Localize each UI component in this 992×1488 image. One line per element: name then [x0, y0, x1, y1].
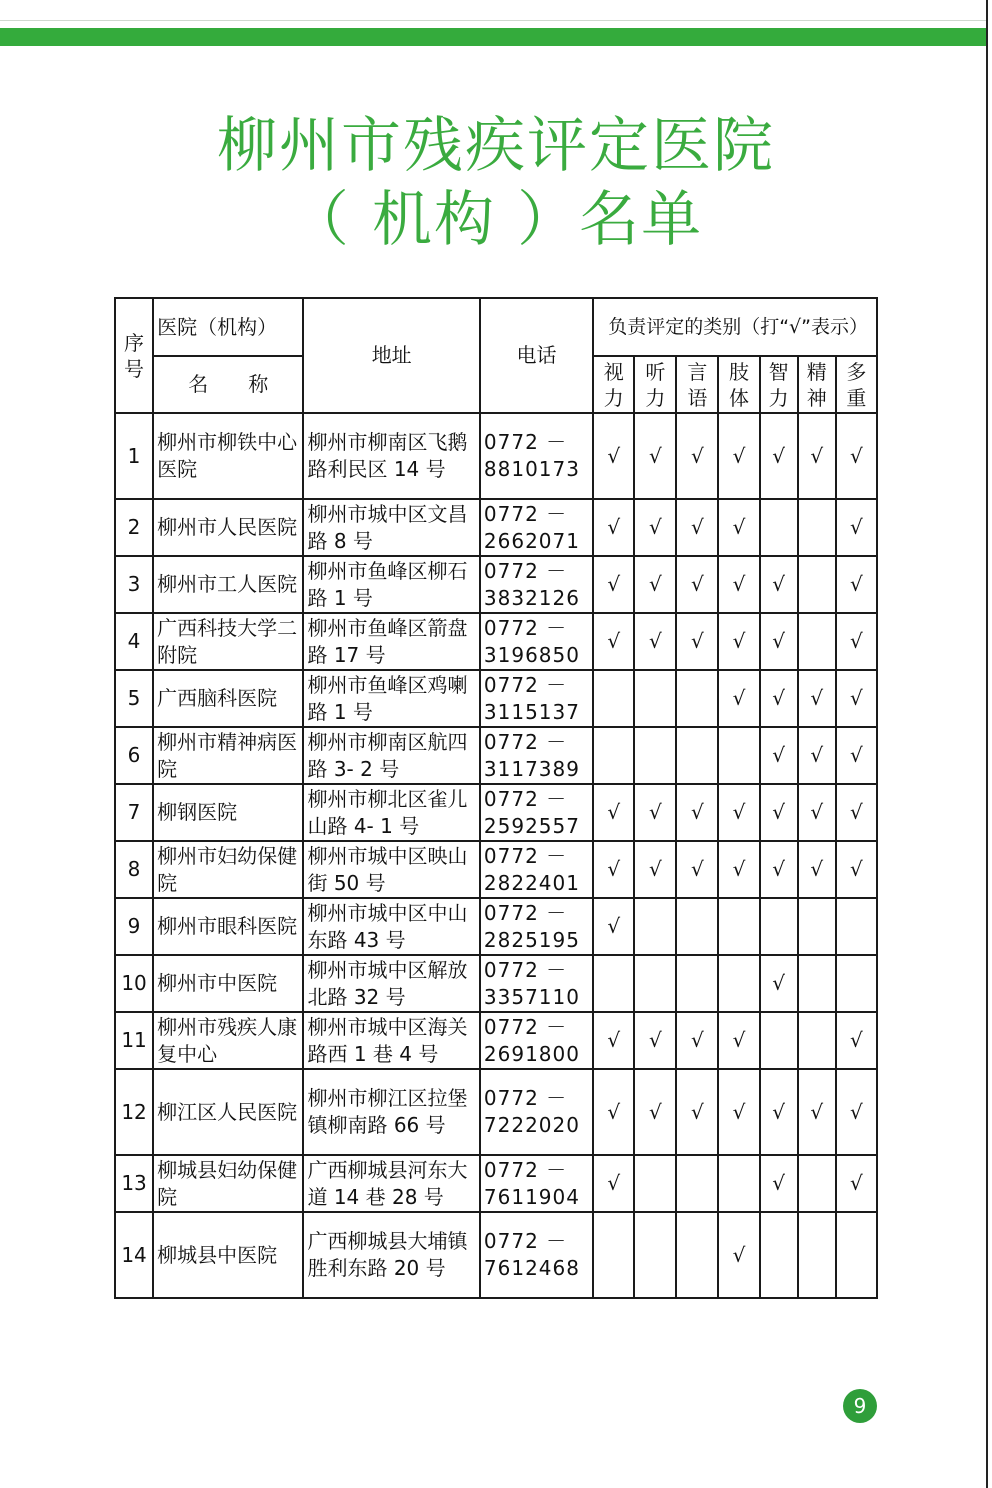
check-cell-1: [593, 1212, 634, 1298]
check-cell-6: [798, 613, 836, 670]
check-mark: √: [648, 572, 662, 596]
check-mark: √: [607, 572, 621, 596]
check-cell-2: [634, 1012, 676, 1069]
row-index: 5: [115, 670, 153, 727]
hospital-address: 柳州市柳江区拉堡镇柳南路 66 号: [303, 1069, 479, 1155]
check-cell-5: [760, 1069, 798, 1155]
check-cell-1: [593, 556, 634, 613]
check-mark: √: [810, 800, 824, 824]
check-cell-5: [760, 499, 798, 556]
check-cell-3: [676, 727, 718, 784]
check-cell-6: [798, 955, 836, 1012]
hospital-name: 广西脑科医院: [153, 670, 303, 727]
check-cell-5: [760, 841, 798, 898]
check-cell-7: [836, 670, 877, 727]
check-cell-4: [718, 413, 759, 499]
check-mark: √: [607, 629, 621, 653]
hospital-name: 柳州市柳铁中心医院: [153, 413, 303, 499]
check-mark: √: [772, 1171, 785, 1195]
check-cell-3: [676, 898, 718, 955]
check-cell-2: [634, 784, 676, 841]
check-cell-1: [593, 1069, 634, 1155]
check-cell-5: [760, 1012, 798, 1069]
check-mark: √: [850, 515, 863, 539]
header-category: 精神: [798, 356, 836, 413]
check-mark: √: [648, 443, 662, 468]
check-cell-1: [593, 727, 634, 784]
check-mark: √: [810, 857, 824, 881]
hospital-phone: 0772 － 2822401: [480, 841, 593, 898]
hospital-address: 柳州市城中区文昌路 8 号: [303, 499, 479, 556]
hospital-phone: 0772 － 3115137: [480, 670, 593, 727]
check-cell-2: [634, 413, 676, 499]
check-cell-6: [798, 670, 836, 727]
check-cell-4: [718, 1212, 759, 1298]
row-index: 9: [115, 898, 153, 955]
check-mark: √: [648, 800, 662, 824]
hospital-address: 柳州市柳南区航四路 3- 2 号: [303, 727, 479, 784]
check-mark: √: [732, 629, 746, 653]
check-cell-2: [634, 556, 676, 613]
check-cell-6: [798, 556, 836, 613]
check-mark: √: [810, 743, 824, 767]
hospital-name: 柳钢医院: [153, 784, 303, 841]
check-cell-5: [760, 556, 798, 613]
hospital-address: 广西柳城县河东大道 14 巷 28 号: [303, 1155, 479, 1212]
check-cell-3: [676, 1069, 718, 1155]
check-cell-5: [760, 613, 798, 670]
check-mark: √: [850, 857, 863, 881]
check-cell-4: [718, 727, 759, 784]
check-cell-6: [798, 1069, 836, 1155]
hospital-address: 柳州市鱼峰区箭盘路 17 号: [303, 613, 479, 670]
check-mark: √: [772, 743, 785, 767]
check-mark: √: [648, 1099, 662, 1124]
check-mark: √: [850, 1028, 863, 1052]
check-cell-1: [593, 670, 634, 727]
check-mark: √: [648, 629, 662, 653]
check-cell-4: [718, 613, 759, 670]
row-index: 14: [115, 1212, 153, 1298]
check-cell-7: [836, 1155, 877, 1212]
check-cell-3: [676, 955, 718, 1012]
check-cell-4: [718, 499, 759, 556]
check-cell-6: [798, 898, 836, 955]
check-mark: √: [732, 443, 746, 468]
hospital-phone: 0772 － 2825195: [480, 898, 593, 955]
hospital-phone: 0772 － 2691800: [480, 1012, 593, 1069]
check-mark: √: [850, 1099, 863, 1124]
check-mark: √: [732, 800, 746, 824]
check-mark: √: [772, 443, 785, 468]
check-cell-3: [676, 784, 718, 841]
check-cell-7: [836, 1212, 877, 1298]
check-mark: √: [607, 800, 621, 824]
header-category-group: 负责评定的类别（打“√”表示）: [593, 298, 877, 356]
check-cell-3: [676, 1212, 718, 1298]
top-rule: [0, 20, 988, 21]
table-row: [115, 1212, 877, 1298]
page-number-badge: 9: [843, 1389, 877, 1423]
check-cell-1: [593, 955, 634, 1012]
hospital-phone: 0772 － 3117389: [480, 727, 593, 784]
hospital-name: 柳城县中医院: [153, 1212, 303, 1298]
check-mark: √: [648, 1028, 662, 1052]
header-hospital-bottom: 名 称: [153, 356, 303, 413]
check-mark: √: [607, 443, 621, 468]
header-category: 多重: [836, 356, 877, 413]
check-mark: √: [607, 857, 621, 881]
hospital-name: 柳州市精神病医院: [153, 727, 303, 784]
hospital-address: 柳州市城中区映山街 50 号: [303, 841, 479, 898]
check-cell-6: [798, 1012, 836, 1069]
check-cell-5: [760, 413, 798, 499]
table-row: [115, 955, 877, 1012]
check-mark: √: [607, 914, 621, 938]
hospital-phone: 0772 － 8810173: [480, 413, 593, 499]
table-row: [115, 413, 877, 499]
check-cell-5: [760, 1155, 798, 1212]
check-cell-7: [836, 898, 877, 955]
check-cell-6: [798, 499, 836, 556]
check-cell-4: [718, 1012, 759, 1069]
table-row: [115, 727, 877, 784]
table-row: [115, 898, 877, 955]
check-mark: √: [732, 1028, 746, 1052]
table-row: [115, 841, 877, 898]
hospital-phone: 0772 － 3832126: [480, 556, 593, 613]
table-row: [115, 1012, 877, 1069]
check-mark: √: [772, 971, 785, 995]
check-mark: √: [691, 629, 704, 653]
check-mark: √: [607, 1171, 621, 1195]
check-mark: √: [850, 443, 863, 468]
page-title-line-1: 柳州市残疾评定医院: [217, 111, 775, 181]
hospital-table: [114, 297, 878, 1299]
check-mark: √: [691, 857, 704, 881]
check-mark: √: [691, 1099, 704, 1124]
hospital-name: 柳州市妇幼保健院: [153, 841, 303, 898]
check-mark: √: [691, 443, 704, 468]
check-mark: √: [607, 1028, 621, 1052]
hospital-address: 柳州市柳南区飞鹅路利民区 14 号: [303, 413, 479, 499]
hospital-address: 柳州市城中区海关路西 1 巷 4 号: [303, 1012, 479, 1069]
hospital-phone: 0772 － 7611904: [480, 1155, 593, 1212]
check-cell-3: [676, 556, 718, 613]
hospital-address: 柳州市柳北区雀儿山路 4- 1 号: [303, 784, 479, 841]
check-cell-6: [798, 1212, 836, 1298]
check-mark: √: [850, 800, 863, 824]
check-cell-3: [676, 670, 718, 727]
row-index: 8: [115, 841, 153, 898]
header-address: 地址: [303, 298, 479, 413]
check-cell-2: [634, 955, 676, 1012]
row-index: 3: [115, 556, 153, 613]
table-row: [115, 670, 877, 727]
row-index: 10: [115, 955, 153, 1012]
page-title-line-2: （ 机构 ）名单: [288, 185, 704, 255]
check-cell-5: [760, 898, 798, 955]
check-cell-4: [718, 955, 759, 1012]
check-mark: √: [850, 572, 863, 596]
check-mark: √: [691, 515, 704, 539]
check-mark: √: [732, 686, 746, 710]
check-cell-1: [593, 841, 634, 898]
check-cell-2: [634, 613, 676, 670]
check-cell-1: [593, 784, 634, 841]
row-index: 11: [115, 1012, 153, 1069]
hospital-name: 柳江区人民医院: [153, 1069, 303, 1155]
check-cell-3: [676, 613, 718, 670]
check-mark: √: [691, 1028, 704, 1052]
check-cell-3: [676, 413, 718, 499]
row-index: 6: [115, 727, 153, 784]
check-mark: √: [810, 686, 824, 710]
check-cell-2: [634, 1155, 676, 1212]
check-mark: √: [850, 686, 863, 710]
check-cell-2: [634, 1212, 676, 1298]
check-cell-6: [798, 841, 836, 898]
check-mark: √: [732, 857, 746, 881]
check-cell-7: [836, 1012, 877, 1069]
check-cell-1: [593, 1155, 634, 1212]
check-cell-5: [760, 670, 798, 727]
hospital-name: 柳州市中医院: [153, 955, 303, 1012]
check-cell-7: [836, 727, 877, 784]
hospital-name: 柳州市工人医院: [153, 556, 303, 613]
check-mark: √: [691, 800, 704, 824]
header-hospital-top: 医院（机构）: [153, 298, 303, 356]
check-mark: √: [850, 629, 863, 653]
check-cell-2: [634, 898, 676, 955]
check-cell-7: [836, 613, 877, 670]
check-cell-5: [760, 784, 798, 841]
check-mark: √: [648, 515, 662, 539]
check-cell-1: [593, 413, 634, 499]
check-mark: √: [810, 443, 824, 468]
check-cell-4: [718, 784, 759, 841]
check-cell-6: [798, 413, 836, 499]
check-cell-7: [836, 413, 877, 499]
hospital-address: 柳州市城中区中山东路 43 号: [303, 898, 479, 955]
hospital-name: 柳州市残疾人康复中心: [153, 1012, 303, 1069]
row-index: 7: [115, 784, 153, 841]
check-cell-5: [760, 727, 798, 784]
header-phone: 电话: [480, 298, 593, 413]
check-cell-4: [718, 1069, 759, 1155]
hospital-phone: 0772 － 2662071: [480, 499, 593, 556]
table-row: [115, 1069, 877, 1155]
header-index: 序号: [115, 298, 153, 413]
check-cell-2: [634, 1069, 676, 1155]
hospital-address: 柳州市城中区解放北路 32 号: [303, 955, 479, 1012]
table-row: [115, 613, 877, 670]
check-mark: √: [850, 743, 863, 767]
check-cell-1: [593, 499, 634, 556]
header-category: 听力: [634, 356, 676, 413]
hospital-name: 柳州市眼科医院: [153, 898, 303, 955]
check-mark: √: [772, 1099, 785, 1124]
header-category: 视力: [593, 356, 634, 413]
check-mark: √: [732, 1242, 746, 1267]
check-cell-4: [718, 898, 759, 955]
header-category: 肢体: [718, 356, 759, 413]
check-mark: √: [772, 800, 785, 824]
check-cell-7: [836, 841, 877, 898]
check-cell-2: [634, 499, 676, 556]
check-cell-5: [760, 955, 798, 1012]
table-row: [115, 499, 877, 556]
check-cell-3: [676, 499, 718, 556]
hospital-address: 柳州市鱼峰区鸡喇路 1 号: [303, 670, 479, 727]
table-row: [115, 1155, 877, 1212]
check-cell-1: [593, 1012, 634, 1069]
hospital-phone: 0772 － 3196850: [480, 613, 593, 670]
hospital-phone: 0772 － 2592557: [480, 784, 593, 841]
hospital-address: 广西柳城县大埔镇胜利东路 20 号: [303, 1212, 479, 1298]
check-mark: √: [772, 857, 785, 881]
hospital-name: 广西科技大学二附院: [153, 613, 303, 670]
check-mark: √: [732, 572, 746, 596]
hospital-name: 柳州市人民医院: [153, 499, 303, 556]
table-row: [115, 556, 877, 613]
row-index: 1: [115, 413, 153, 499]
check-cell-4: [718, 556, 759, 613]
check-cell-1: [593, 898, 634, 955]
check-mark: √: [850, 1171, 863, 1195]
hospital-phone: 0772 － 7222020: [480, 1069, 593, 1155]
header-green-bar: [0, 28, 988, 46]
row-index: 12: [115, 1069, 153, 1155]
hospital-phone: 0772 － 3357110: [480, 955, 593, 1012]
check-mark: √: [772, 572, 785, 596]
hospital-address: 柳州市鱼峰区柳石路 1 号: [303, 556, 479, 613]
hospital-phone: 0772 － 7612468: [480, 1212, 593, 1298]
check-cell-4: [718, 841, 759, 898]
check-cell-1: [593, 613, 634, 670]
header-category: 言语: [676, 356, 718, 413]
check-cell-3: [676, 1012, 718, 1069]
check-cell-2: [634, 841, 676, 898]
check-cell-2: [634, 670, 676, 727]
check-cell-7: [836, 1069, 877, 1155]
check-cell-7: [836, 556, 877, 613]
check-mark: √: [732, 515, 746, 539]
check-cell-5: [760, 1212, 798, 1298]
check-cell-7: [836, 499, 877, 556]
row-index: 13: [115, 1155, 153, 1212]
check-cell-3: [676, 1155, 718, 1212]
check-mark: √: [772, 629, 785, 653]
check-mark: √: [607, 515, 621, 539]
check-cell-6: [798, 784, 836, 841]
check-mark: √: [732, 1099, 746, 1124]
check-mark: √: [691, 572, 704, 596]
row-index: 4: [115, 613, 153, 670]
header-category: 智力: [760, 356, 798, 413]
check-cell-3: [676, 841, 718, 898]
table-row: [115, 784, 877, 841]
check-mark: √: [607, 1099, 621, 1124]
row-index: 2: [115, 499, 153, 556]
check-cell-2: [634, 727, 676, 784]
check-cell-6: [798, 1155, 836, 1212]
check-mark: √: [772, 686, 785, 710]
check-cell-4: [718, 670, 759, 727]
check-cell-6: [798, 727, 836, 784]
check-mark: √: [648, 857, 662, 881]
check-mark: √: [810, 1099, 824, 1124]
check-cell-4: [718, 1155, 759, 1212]
hospital-name: 柳城县妇幼保健院: [153, 1155, 303, 1212]
check-cell-7: [836, 784, 877, 841]
check-cell-7: [836, 955, 877, 1012]
